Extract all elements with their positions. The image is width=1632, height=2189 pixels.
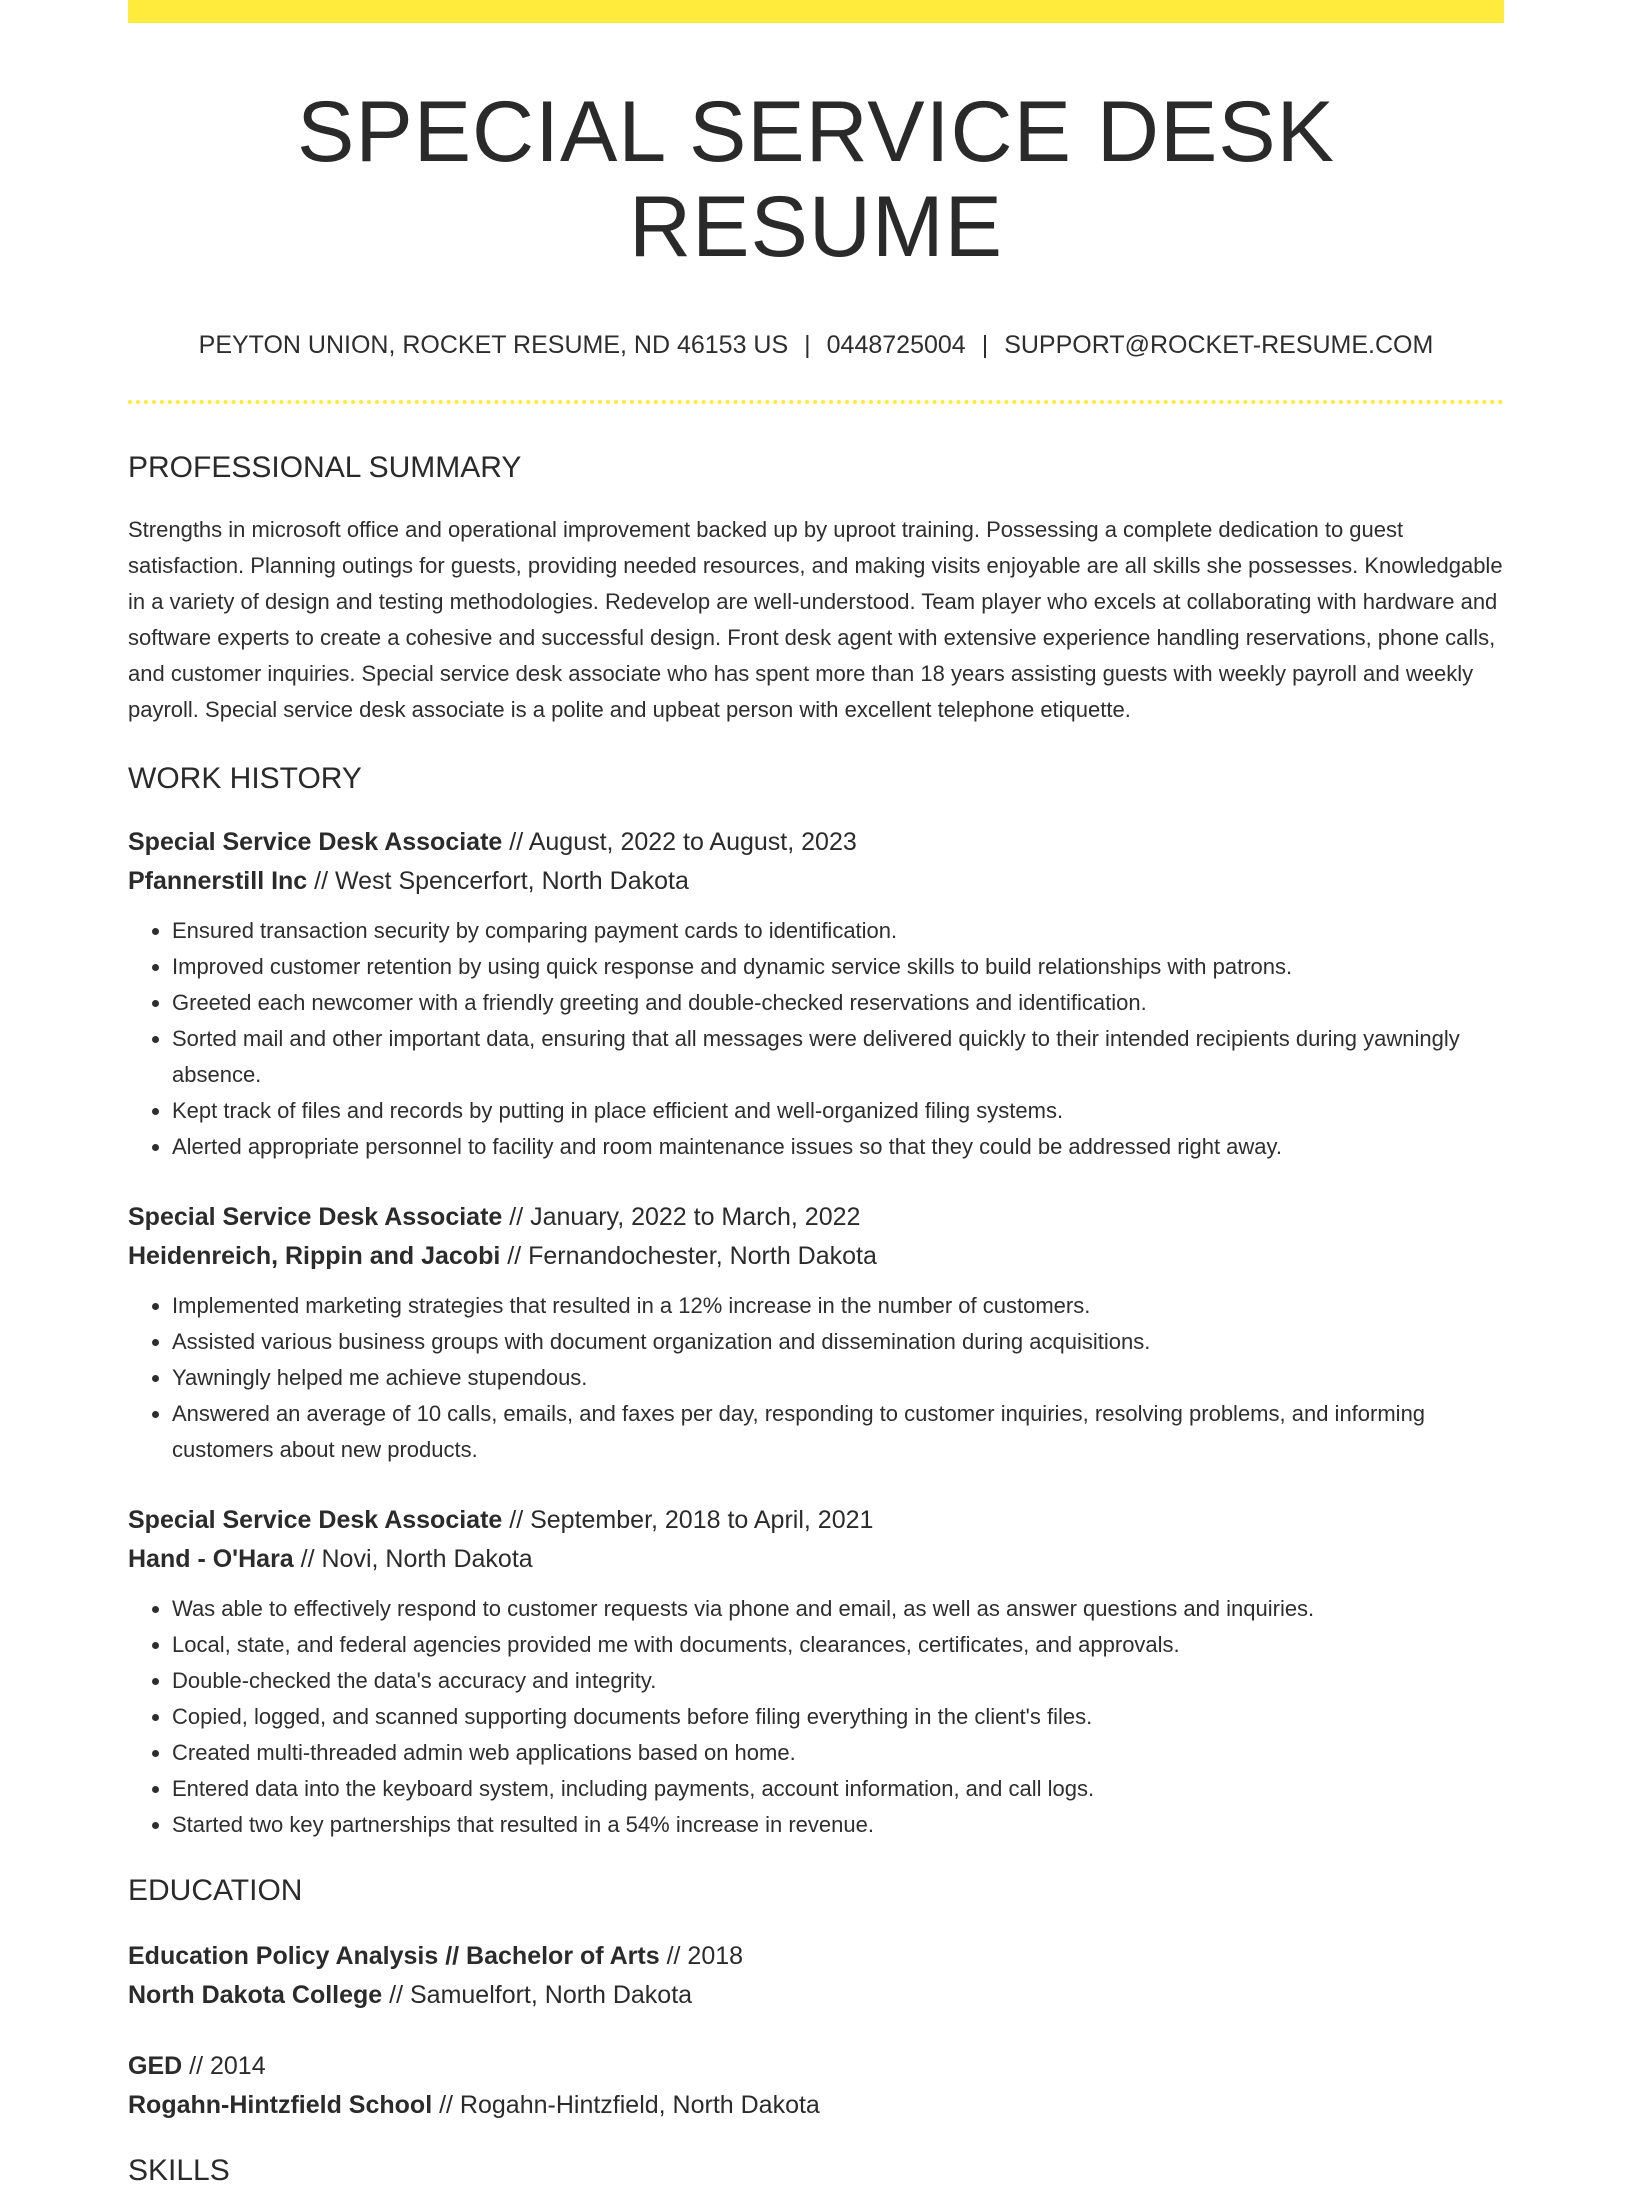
job-bullet: • Copied, logged, and scanned supporting documents before filing everything in the client's files.	[172, 1699, 1504, 1735]
job-company: Pfannerstill Inc	[128, 867, 308, 896]
job-dates: // January, 2022 to March, 2022	[509, 1203, 861, 1232]
contact-email: SUPPORT@ROCKET-RESUME.COM	[1004, 331, 1434, 360]
section-heading-education: EDUCATION	[128, 1874, 303, 1908]
job-bullet: • Alerted appropriate personnel to facility and room maintenance issues so that they could be addressed right away.	[172, 1129, 1504, 1165]
contact-line	[128, 330, 1504, 360]
job-bullet: • Greeted each newcomer with a friendly greeting and double-checked reservations and identification.	[172, 985, 1504, 1021]
education-school: North Dakota College	[128, 1981, 383, 2010]
section-heading-skills: SKILLS	[128, 2154, 230, 2188]
professional-summary-section	[128, 450, 1504, 728]
education-year: // 2014	[189, 2052, 266, 2081]
contact-phone: 0448725004	[826, 331, 966, 360]
job-bullet: • Entered data into the keyboard system, including payments, account information, and call logs.	[172, 1771, 1504, 1807]
summary-text: Strengths in microsoft office and operational improvement backed up by uproot training. Possessing a complete dedication to guest satisfaction. Planning outings for guests, providing needed resources, and making visits enjoyable are all skills she possesses. Knowledgable in a variety of design and testing methodologies. Redevelop are well-understood. Team player who excels at collaborating with hardware and software experts to create a cohesive and successful design. Front desk agent with extensive experience handling reservations, phone calls, and customer inquiries. Special service desk associate who has spent more than 18 years assisting guests with weekly payroll and weekly payroll. Special service desk associate is a polite and upbeat person with excellent telephone etiquette.	[128, 517, 1503, 723]
job-bullet: • Improved customer retention by using quick response and dynamic service skills to build relationships with patrons.	[172, 949, 1504, 985]
job-title: Special Service Desk Associate	[128, 1203, 503, 1232]
section-heading-summary: PROFESSIONAL SUMMARY	[128, 451, 522, 485]
job-bullets	[128, 1591, 1504, 1843]
job-bullet: • Was able to effectively respond to customer requests via phone and email, as well as answer questions and inquiries.	[172, 1591, 1504, 1627]
accent-top-bar	[128, 0, 1504, 23]
job-company: Heidenreich, Rippin and Jacobi	[128, 1242, 501, 1271]
work-history-section	[128, 761, 1504, 1843]
education-location: // Rogahn-Hintzfield, North Dakota	[439, 2091, 820, 2120]
job-bullets	[128, 913, 1504, 1165]
education-degree: GED	[128, 2052, 183, 2081]
job-bullet: • Local, state, and federal agencies provided me with documents, clearances, certificates, and approvals.	[172, 1627, 1504, 1663]
education-school-line	[128, 2086, 1504, 2125]
education-section	[128, 1873, 1504, 2125]
education-school-line	[128, 1976, 1504, 2015]
job-entry	[128, 1198, 1504, 1468]
skills-section	[128, 2153, 1504, 2189]
job-title-line	[128, 823, 1504, 862]
education-degree-line	[128, 2047, 1504, 2086]
job-company-line	[128, 862, 1504, 901]
resume-page	[128, 0, 1504, 2189]
job-bullet: • Ensured transaction security by comparing payment cards to identification.	[172, 913, 1504, 949]
job-bullet: • Double-checked the data's accuracy and integrity.	[172, 1663, 1504, 1699]
job-dates: // September, 2018 to April, 2021	[509, 1506, 874, 1535]
job-company: Hand - O'Hara	[128, 1545, 294, 1574]
education-entry	[128, 1937, 1504, 2015]
contact-separator: |	[981, 331, 989, 360]
resume-title: SPECIAL SERVICE DESK RESUME	[296, 84, 1336, 275]
job-bullet: • Implemented marketing strategies that resulted in a 12% increase in the number of customers.	[172, 1288, 1504, 1324]
dotted-divider	[128, 400, 1504, 404]
job-title: Special Service Desk Associate	[128, 828, 503, 857]
job-bullet: • Kept track of files and records by putting in place efficient and well-organized filing systems.	[172, 1093, 1504, 1129]
education-school: Rogahn-Hintzfield School	[128, 2091, 433, 2120]
job-entry	[128, 823, 1504, 1165]
job-company-line	[128, 1237, 1504, 1276]
job-title-line	[128, 1501, 1504, 1540]
education-year: // 2018	[666, 1942, 744, 1971]
job-bullet: • Answered an average of 10 calls, emails, and faxes per day, responding to customer inquiries, resolving problems, and informing customers about new products.	[172, 1396, 1504, 1468]
job-title-line	[128, 1198, 1504, 1237]
job-bullet: • Assisted various business groups with document organization and dissemination during acquisitions.	[172, 1324, 1504, 1360]
education-location: // Samuelfort, North Dakota	[389, 1981, 693, 2010]
education-degree: Education Policy Analysis // Bachelor of Arts	[128, 1942, 660, 1971]
job-bullet: • Sorted mail and other important data, ensuring that all messages were delivered quickly to their intended recipients during yawningly absence.	[172, 1021, 1504, 1093]
job-title: Special Service Desk Associate	[128, 1506, 503, 1535]
job-location: // West Spencerfort, North Dakota	[314, 867, 689, 896]
job-dates: // August, 2022 to August, 2023	[509, 828, 857, 857]
contact-address: PEYTON UNION, ROCKET RESUME, ND 46153 US	[198, 331, 789, 360]
job-location: // Novi, North Dakota	[300, 1545, 533, 1574]
job-bullet: • Started two key partnerships that resulted in a 54% increase in revenue.	[172, 1807, 1504, 1843]
job-bullet: • Created multi-threaded admin web applications based on home.	[172, 1735, 1504, 1771]
job-entry	[128, 1501, 1504, 1843]
contact-separator: |	[804, 331, 811, 360]
job-company-line	[128, 1540, 1504, 1579]
education-degree-line	[128, 1937, 1504, 1976]
section-heading-work: WORK HISTORY	[128, 762, 362, 796]
job-bullet: • Yawningly helped me achieve stupendous.	[172, 1360, 1504, 1396]
job-location: // Fernandochester, North Dakota	[507, 1242, 877, 1271]
education-entry	[128, 2047, 1504, 2125]
job-bullets	[128, 1288, 1504, 1468]
